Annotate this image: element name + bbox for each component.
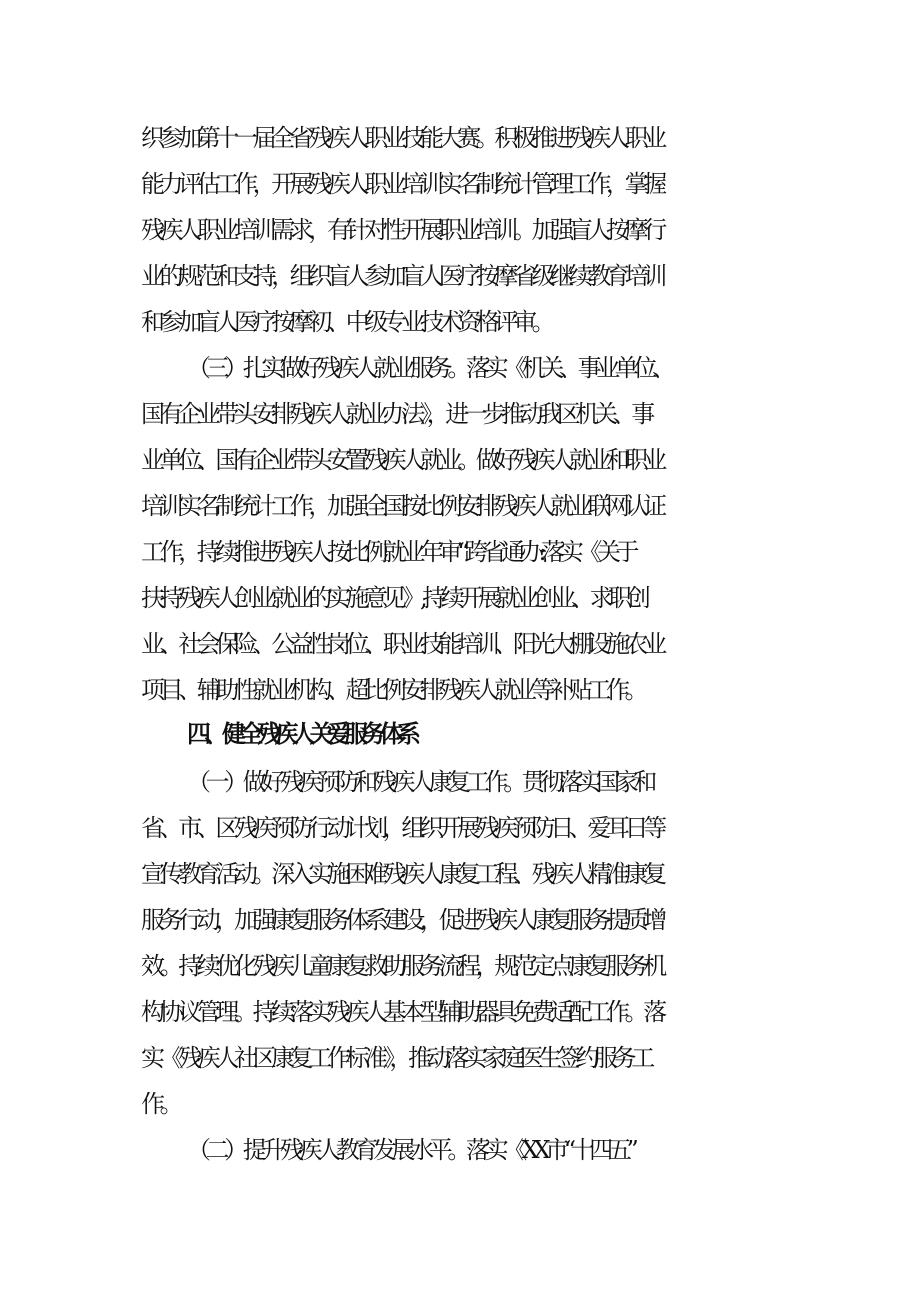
paragraph-1-line-3: 残疾人职业培训需求，有针对性开展职业培训。加强盲人按摩行	[141, 216, 662, 244]
paragraph-2-line-8: 项目、辅助性就业机构、超比例安排残疾人就业等补贴工作。	[141, 676, 644, 704]
paragraph-1-line-4: 业的规范和支持，组织盲人参加盲人医疗按摩省级继续教育培训	[141, 262, 662, 290]
paragraph-2-line-1: （三）扎实做好残疾人就业服务。落实《机关、事业单位、	[187, 354, 671, 382]
paragraph-3-line-3: 宣传教育活动。深入实施困难残疾人康复工程、残疾人精准康复	[141, 860, 662, 888]
paragraph-3-line-7: 实《残疾人社区康复工作标准》，推动落实家庭医生签约服务工	[141, 1044, 650, 1072]
paragraph-1-line-2: 能力评估工作，开展残疾人职业培训实名制统计管理工作，掌握	[141, 170, 662, 198]
paragraph-3-line-5: 效。持续优化残疾儿童康复救助服务流程，规范定点康复服务机	[141, 952, 662, 980]
paragraph-2-line-3: 业单位、国有企业带头安置残疾人就业。做好残疾人就业和职业	[141, 446, 662, 474]
paragraph-2-line-4: 培训实名制统计工作，加强全国按比例安排残疾人就业联网认证	[141, 492, 662, 520]
paragraph-2-line-7: 业、社会保险、公益性岗位、职业技能培训、阳光大棚设施农业	[141, 630, 662, 658]
paragraph-1-line-5: 和参加盲人医疗按摩初、中级专业技术资格评审。	[141, 308, 551, 336]
paragraph-2-line-2: 国有企业带头安排残疾人就业办法》，进一步推动我区机关、事	[141, 400, 650, 428]
paragraph-1-line-1: 织参加第十一届全省残疾人职业技能大赛。积极推进残疾人职业	[141, 124, 662, 152]
paragraph-4-line-1: （二）提升残疾人教育发展水平。落实《XX市“十四五”	[187, 1136, 634, 1164]
paragraph-3-line-8: 作。	[141, 1090, 179, 1118]
paragraph-3-line-2: 省、市、区残疾预防行动计划，组织开展残疾预防日、爱耳日等	[141, 814, 662, 842]
paragraph-2-line-5: 工作，持续推进残疾人按比例就业年审“跨省通办:落实《关于	[141, 538, 635, 566]
paragraph-3-line-6: 构协议管理。持续落实残疾人基本型辅助器具免费适配工作。落	[141, 998, 662, 1026]
paragraph-2-line-6: 扶持残疾人创业就业的实施意见》,持续开展就业创业、求职创	[141, 584, 646, 612]
paragraph-3-line-1: （一）做好残疾预防和残疾人康复工作。贯彻落实国家和	[187, 768, 652, 796]
section-heading: 四、健全残疾人关爱服务体系	[187, 720, 415, 748]
paragraph-3-line-4: 服务行动，加强康复服务体系建设，促进残疾人康复服务提质增	[141, 906, 662, 934]
